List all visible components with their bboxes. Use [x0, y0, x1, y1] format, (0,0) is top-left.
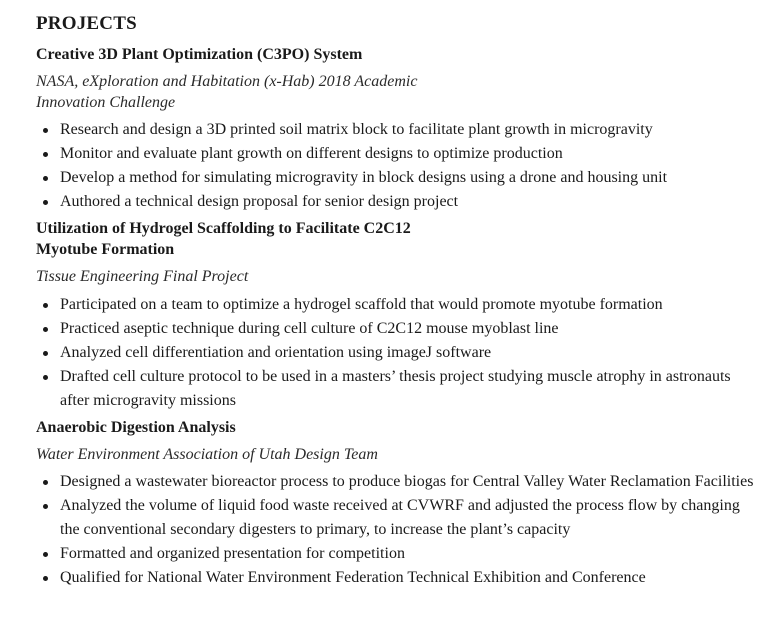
project-subtitle: Tissue Engineering Final Project	[36, 268, 249, 285]
list-item: Develop a method for simulating microgravity in block designs using a drone and housing unit	[36, 166, 756, 190]
list-item: Research and design a 3D printed soil matrix block to facilitate plant growth in microgravity	[36, 118, 756, 142]
section-title: PROJECTS	[36, 13, 137, 34]
list-item: Authored a technical design proposal for senior design project	[36, 190, 756, 214]
project-bullet-list	[36, 293, 756, 413]
project-subtitle: Water Environment Association of Utah Design Team	[36, 446, 378, 463]
project-bullet-list	[36, 118, 756, 214]
list-item: Designed a wastewater bioreactor process to produce biogas for Central Valley Water Reclamation Facilities	[36, 470, 756, 494]
list-item: Drafted cell culture protocol to be used in a masters’ thesis project studying muscle atrophy in astronauts after microgravity missions	[36, 365, 756, 413]
project-title: Anaerobic Digestion Analysis	[36, 419, 236, 436]
project-bullet-list	[36, 470, 756, 590]
list-item: Analyzed cell differentiation and orientation using imageJ software	[36, 341, 756, 365]
list-item: Analyzed the volume of liquid food waste received at CVWRF and adjusted the process flow by changing the conventional secondary digesters to primary, to increase the plant’s capacity	[36, 494, 756, 542]
project-title-line2: Myotube Formation	[36, 241, 175, 258]
project-subtitle-line2: Innovation Challenge	[36, 94, 176, 111]
list-item: Qualified for National Water Environment Federation Technical Exhibition and Conference	[36, 566, 756, 590]
project-title-line1: Utilization of Hydrogel Scaffolding to Facilitate C2C12	[36, 220, 411, 237]
list-item: Formatted and organized presentation for competition	[36, 542, 756, 566]
list-item: Practiced aseptic technique during cell culture of C2C12 mouse myoblast line	[36, 317, 756, 341]
list-item: Participated on a team to optimize a hydrogel scaffold that would promote myotube formation	[36, 293, 756, 317]
project-subtitle-line1: NASA, eXploration and Habitation (x-Hab) 2018 Academic	[36, 73, 418, 90]
list-item: Monitor and evaluate plant growth on different designs to optimize production	[36, 142, 756, 166]
project-title: Creative 3D Plant Optimization (C3PO) System	[36, 46, 363, 63]
